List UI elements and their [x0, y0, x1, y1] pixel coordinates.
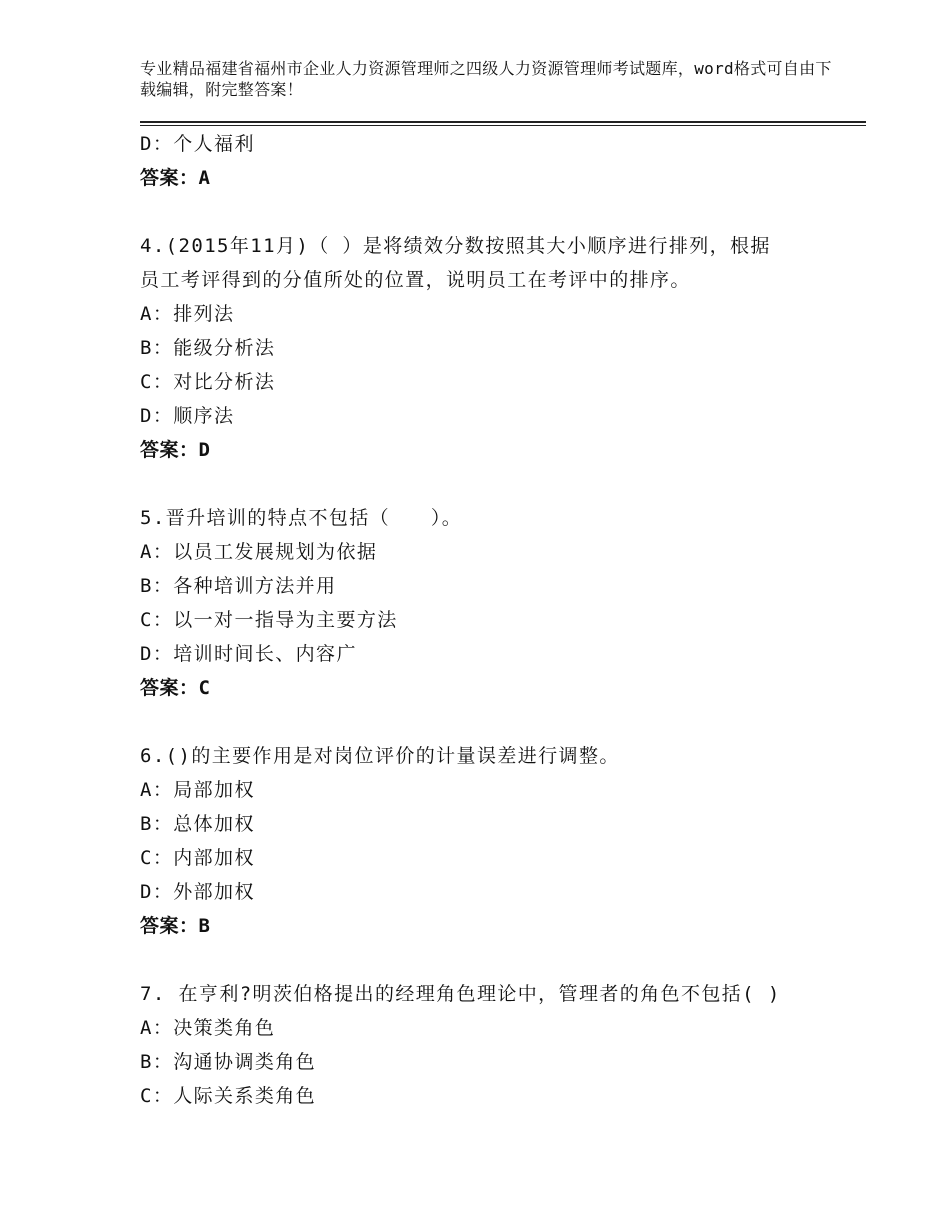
option-b: B：能级分析法	[140, 337, 276, 359]
option-c: C：以一对一指导为主要方法	[140, 609, 398, 631]
option-a: A：排列法	[140, 303, 235, 325]
question-stem: 5.晋升培训的特点不包括（ ）。	[140, 507, 463, 529]
question-stem-continued: 员工考评得到的分值所处的位置，说明员工在考评中的排序。	[140, 269, 691, 291]
answer-label: 答案：C	[140, 677, 211, 699]
header-rule-thick	[140, 121, 866, 123]
spacer	[140, 705, 840, 739]
option-b: B：总体加权	[140, 813, 255, 835]
spacer	[140, 467, 840, 501]
option-a: A：以员工发展规划为依据	[140, 541, 378, 563]
question-stem: 6.()的主要作用是对岗位评价的计量误差进行调整。	[140, 745, 620, 767]
question-stem: 7. 在亨利?明茨伯格提出的经理角色理论中，管理者的角色不包括( )	[140, 983, 781, 1005]
question-3-tail	[140, 127, 840, 195]
option-b: B：各种培训方法并用	[140, 575, 337, 597]
option-c: C：对比分析法	[140, 371, 276, 393]
question-6	[140, 739, 840, 943]
option-d: D：外部加权	[140, 881, 255, 903]
question-stem: 4.(2015年11月)（ ）是将绩效分数按照其大小顺序进行排列，根据	[140, 235, 771, 257]
question-4	[140, 229, 840, 467]
question-list	[140, 127, 840, 1113]
header-rule-thin	[140, 125, 866, 126]
option-a: A：决策类角色	[140, 1017, 276, 1039]
option-d: D：培训时间长、内容广	[140, 643, 357, 665]
option-d: D：个人福利	[140, 133, 255, 155]
spacer	[140, 943, 840, 977]
answer-label: 答案：B	[140, 915, 211, 937]
option-b: B：沟通协调类角色	[140, 1051, 317, 1073]
option-c: C：内部加权	[140, 847, 255, 869]
question-7	[140, 977, 840, 1113]
question-5	[140, 501, 840, 705]
option-d: D：顺序法	[140, 405, 235, 427]
option-c: C：人际关系类角色	[140, 1085, 317, 1107]
answer-label: 答案：A	[140, 167, 211, 189]
page-header: 专业精品福建省福州市企业人力资源管理师之四级人力资源管理师考试题库，word格式可自由下载编辑，附完整答案！	[140, 59, 832, 99]
option-a: A：局部加权	[140, 779, 255, 801]
spacer	[140, 195, 840, 229]
answer-label: 答案：D	[140, 439, 211, 461]
